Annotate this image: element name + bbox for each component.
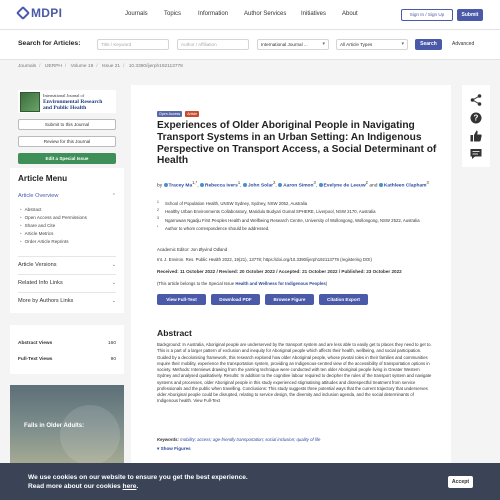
svg-text:?: ? xyxy=(473,113,479,123)
title-keyword-input[interactable]: Title / Keyword xyxy=(97,39,169,50)
breadcrumb-issue[interactable]: Issue 21 xyxy=(101,64,121,69)
affiliations xyxy=(157,200,437,233)
author-link[interactable]: Aaron Simon xyxy=(283,183,314,189)
divider xyxy=(18,256,116,257)
signin-button[interactable]: Sign In / Sign Up xyxy=(401,9,453,21)
keywords: Keywords: mobility; access; age-friendly transportation; social inclusion; quality of life xyxy=(157,437,321,442)
chevron-down-icon: ⌄ xyxy=(111,298,116,304)
browse-figure-button[interactable]: Browse Figure xyxy=(265,294,314,305)
comment-icon[interactable] xyxy=(469,147,483,161)
citation-export-button[interactable]: Citation Export xyxy=(319,294,368,305)
logo-text: MDPI xyxy=(31,6,63,20)
article-views-panel xyxy=(10,325,124,374)
journal-cover-image xyxy=(20,92,40,112)
user-icon xyxy=(243,183,247,187)
abstract-text: Background: In Australia, Aboriginal people are underserved by the transport system and are less able to easily get to places they need to get to. This is a part of a larger pattern of exclusion and inequity for Aboriginal people which affects their health, wellbeing, and social participation. Guided by a decolonising framework, this research explored how older Aboriginal people, whose pivotal roles in their families and communities require their mobility, experience the transportation system, providing an Indigenous-centred view of the accessibility of transportation options in society. Methods: Interviews drawing from the yarning technique were conducted with ten older Aboriginal people living in Greater Western Sydney and analysed qualitatively. Results: In addition to the cognitive labour required to decipher the rules of the transport system and navigate systems and processes, older Aboriginal people in this study experienced stigmatising attitudes and disrespectful treatment from service professionals and the public when travelling. Conclusions: This study suggests three potential ways that the current trajectory that underserves older Aboriginal people could be disrupted, relating to service design, the diversity and inclusion agenda, and the social determinants of Indigenous health. View Full-Text xyxy=(157,342,432,404)
academic-editor: Academic Editor: Jon Øyvind Odland xyxy=(157,247,228,252)
open-access-tag: Open Access xyxy=(159,112,181,116)
affiliation: 3 Ngarruwan Ngadju First Peoples Health and Wellbeing Research Centre, University of Wollongong, Wollongong, NSW 2522, Australia xyxy=(157,215,420,223)
nav-information[interactable]: Information xyxy=(198,11,229,17)
mdpi-logo[interactable] xyxy=(18,6,62,20)
special-issue-link[interactable]: Health and Wellness for Indigenous Peoples xyxy=(235,281,326,286)
menu-item-metrics[interactable]: • Article Metrics xyxy=(20,231,53,236)
user-icon xyxy=(379,183,383,187)
breadcrumb: Journals / IJERPH / Volume 19 / Issue 21 / 10.3390/ijerph192113778 xyxy=(18,64,183,69)
nav-topics[interactable]: Topics xyxy=(164,11,182,17)
submit-to-journal-button[interactable]: Submit to this Journal xyxy=(18,119,116,130)
affiliation: 1 School of Population Health, UNSW Sydney, Sydney, NSW 2052, Australia xyxy=(157,200,308,206)
journal-select[interactable]: International Journal ... ▾ xyxy=(257,39,329,50)
affiliation: * Author to whom correspondence should be addressed. xyxy=(157,224,270,231)
article-actions xyxy=(157,294,368,305)
article-tags xyxy=(157,111,199,117)
article-menu xyxy=(10,168,124,313)
logo-icon xyxy=(16,6,30,20)
accept-cookies-button[interactable]: Accept xyxy=(448,476,473,488)
banner-decoration xyxy=(60,405,120,465)
citation-line: Int. J. Environ. Res. Public Health 2022, 19(21), 13778; https://doi.org/10.3390/ijerph192113778 (registering DOI) xyxy=(157,257,372,262)
special-issue-banner[interactable] xyxy=(10,385,124,465)
banner-text: Falls in Older Adults: xyxy=(24,423,85,429)
author-link[interactable]: Tracey Ma xyxy=(168,183,193,189)
chevron-up-icon: ⌃ xyxy=(111,193,116,199)
journal-logo-box[interactable] xyxy=(18,90,116,113)
divider xyxy=(18,292,116,293)
nav-journals[interactable]: Journals xyxy=(125,11,148,17)
article-type-tag: Article xyxy=(187,112,198,116)
edit-special-issue-button[interactable]: Edit a Special Issue xyxy=(18,153,116,164)
cookie-message: We use cookies on our website to ensure you get the best experience. Read more about our cookies here. xyxy=(28,474,248,490)
breadcrumb-journals[interactable]: Journals xyxy=(18,64,37,69)
advanced-search-link[interactable]: Advanced xyxy=(452,41,475,47)
review-for-journal-button[interactable]: Review for this Journal xyxy=(18,136,116,147)
menu-item-reprints[interactable]: • Order Article Reprints xyxy=(20,239,69,244)
abstract-views-row: Abstract Views 160 xyxy=(18,341,116,346)
top-navbar xyxy=(0,0,500,30)
search-bar xyxy=(0,30,500,60)
menu-related-info[interactable]: Related Info Links ⌄ xyxy=(18,280,116,286)
cookie-policy-link[interactable]: here xyxy=(122,483,137,490)
nav-about[interactable]: About xyxy=(342,11,358,17)
abstract-heading: Abstract xyxy=(157,328,192,338)
menu-item-share-cite[interactable]: • Share and Cite xyxy=(20,223,55,228)
article-title: Experiences of Older Aboriginal People in Navigating Transport Systems in an Urban Setting: An Indigenous Perspective on Transport Access, a Social Determinant of Health xyxy=(157,120,437,167)
author-link[interactable]: Evelyne de Leeuw xyxy=(323,183,366,189)
nav-initiatives[interactable]: Initiatives xyxy=(301,11,327,17)
author-affiliation-input[interactable]: Author / Affiliation xyxy=(177,39,249,50)
article-type-select[interactable]: All Article Types ▾ xyxy=(336,39,408,50)
breadcrumb-doi: 10.3390/ijerph192113778 xyxy=(128,64,183,69)
share-icon[interactable] xyxy=(469,93,483,107)
cookie-banner xyxy=(0,463,500,500)
menu-article-versions[interactable]: Article Versions ⌄ xyxy=(18,262,116,268)
floating-tools xyxy=(462,85,490,167)
view-fulltext-button[interactable]: View Full-Text xyxy=(157,294,206,305)
menu-item-open-access[interactable]: • Open Access and Permissions xyxy=(20,215,87,220)
menu-item-abstract[interactable]: • Abstract xyxy=(20,207,41,212)
breadcrumb-volume[interactable]: Volume 19 xyxy=(70,64,94,69)
user-icon xyxy=(278,183,282,187)
article-panel xyxy=(131,85,451,475)
breadcrumb-journal[interactable]: IJERPH xyxy=(44,64,62,69)
user-icon xyxy=(164,183,168,187)
publication-dates: Received: 11 October 2022 / Revised: 20 October 2022 / Accepted: 21 October 2022 / Published: 23 October 2022 xyxy=(157,269,402,274)
help-icon[interactable] xyxy=(469,111,483,125)
show-figures-toggle[interactable]: ▾ Show Figures xyxy=(157,446,191,451)
chevron-down-icon: ⌄ xyxy=(111,262,116,268)
author-list: by Tracey $Ma^{1,*}$, Rebecca Ivers$^1$, John Solar$^2$, Aaron Simon$^3$, Evelyne de Leeuw$^2$ and Kathleen Clapham$^3$ xyxy=(157,180,429,189)
author-link[interactable]: John Solar xyxy=(247,183,274,189)
fulltext-views-row: Full-Text Views 90 xyxy=(18,357,116,362)
download-pdf-button[interactable]: Download PDF xyxy=(211,294,260,305)
user-icon xyxy=(319,183,323,187)
submit-button[interactable]: Submit xyxy=(457,9,483,21)
user-icon xyxy=(200,183,204,187)
search-label: Search for Articles: xyxy=(18,40,81,47)
search-button[interactable]: Search xyxy=(415,39,442,50)
menu-more-by-authors[interactable]: More by Authors Links ⌄ xyxy=(18,298,116,304)
menu-article-overview[interactable]: Article Overview ⌃ xyxy=(18,193,116,199)
affiliation: 2 Healthy Urban Environments Collaboratory, Maridulu Budyari Gumal SPHERE, Liverpool, NSW 2170, Australia xyxy=(157,208,376,215)
thumbs-up-icon[interactable] xyxy=(469,129,483,143)
nav-author-services[interactable]: Author Services xyxy=(244,11,287,17)
divider xyxy=(18,274,116,275)
author-link[interactable]: Rebecca Ivers xyxy=(204,183,238,189)
article-menu-title: Article Menu xyxy=(18,174,68,183)
chevron-down-icon: ⌄ xyxy=(111,280,116,286)
author-link[interactable]: Kathleen Clapham xyxy=(383,183,427,189)
special-issue-note: (This article belongs to the Special Issue Health and Wellness for Indigenous Peoples) xyxy=(157,281,328,286)
journal-name: International Journal of Environmental Research and Public Health xyxy=(43,92,103,111)
